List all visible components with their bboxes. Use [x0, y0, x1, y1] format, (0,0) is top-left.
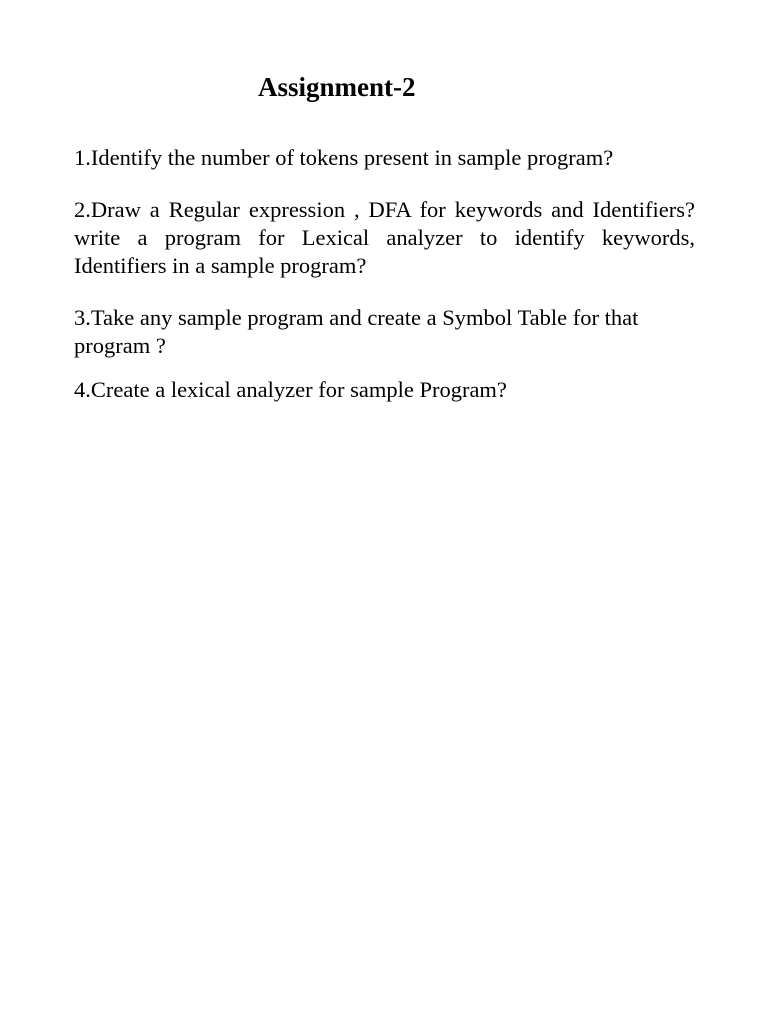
question-1: 1.Identify the number of tokens present in sample program?	[74, 145, 614, 170]
question-3: 3.Take any sample program and create a Symbol Table for that program ?	[74, 305, 639, 358]
assignment-title: Assignment-2	[258, 72, 416, 102]
question-4: 4.Create a lexical analyzer for sample Program?	[74, 377, 507, 402]
question-list	[74, 144, 695, 404]
question-2: 2.Draw a Regular expression , DFA for keywords and Identifiers?write a program for Lexical analyzer to identify keywords, Identifiers in a sample program?	[74, 197, 695, 278]
